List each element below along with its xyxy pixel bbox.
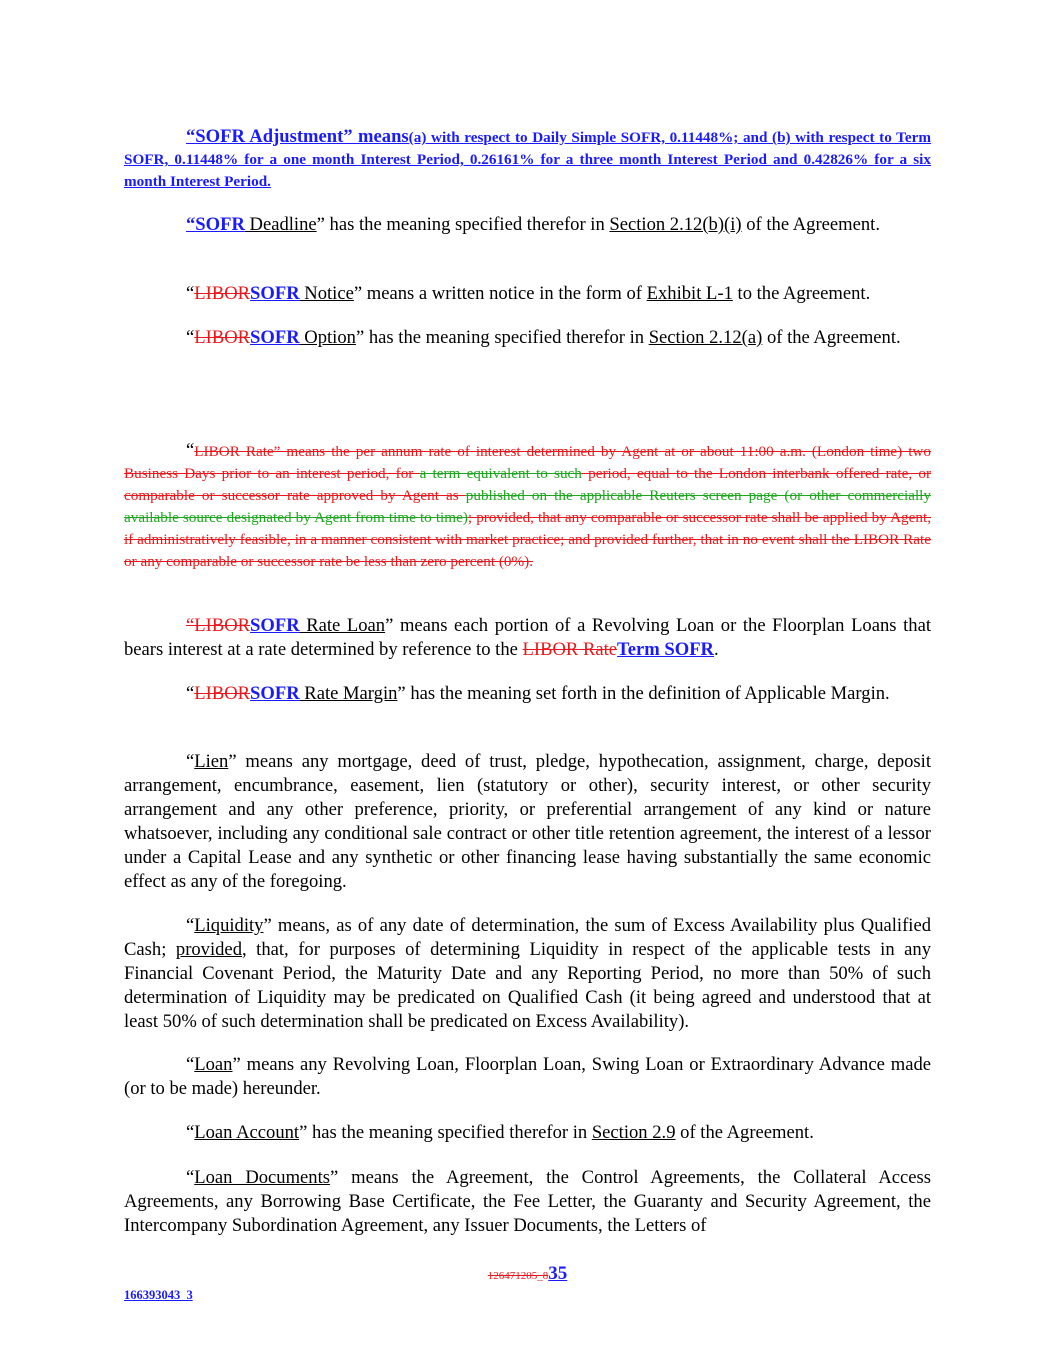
inserted-term-sofr: Term SOFR: [617, 639, 714, 660]
definition-loan: [124, 1053, 931, 1101]
sofr-adjustment-text: (a) with respect to Daily Simple SOFR, 0.11448%; and (b) with respect to Term SOFR, 0.11448% for a one month Interest Period, 0.26161% for a three month Interest Period and 0.42826% for a six month Interest Period.: [124, 129, 931, 190]
definition-sofr-notice: [124, 282, 931, 306]
defined-term: Rate Margin: [299, 683, 398, 704]
section-reference: Section 2.12(a): [648, 327, 763, 348]
section-reference: Section 2.12(b)(i): [609, 214, 742, 235]
open-quote: “: [186, 1122, 195, 1143]
definition-text: ” has the meaning specified therefor in: [299, 1122, 592, 1143]
defined-term: Deadline: [244, 214, 317, 235]
deleted-libor: LIBOR: [194, 615, 251, 636]
definition-text: ” means the Agreement, the Control Agreements, the Collateral Access Agreements, any Borrowing Base Certificate, the Fee Letter, the Guaranty and Security Agreement, the Intercompany Subordination Agreement, any Issuer Documents, the Letters of: [124, 1167, 931, 1236]
defined-term: Loan Account: [194, 1122, 300, 1143]
moved-text: published on the applicable Reuters screen page (or other commercially available source designated by Agent from time to time): [124, 487, 931, 526]
defined-term: Liquidity: [194, 915, 264, 936]
defined-term: Loan Documents: [194, 1167, 331, 1188]
inserted-sofr: “SOFR: [186, 214, 245, 235]
open-quote: “: [186, 327, 195, 348]
inserted-sofr: SOFR: [250, 283, 300, 304]
definition-text: ” has the meaning specified therefor in: [355, 327, 649, 348]
page-number: 35: [548, 1263, 568, 1284]
definition-loan-documents: [124, 1166, 931, 1238]
definition-libor-rate-deleted: [124, 440, 931, 573]
definition-text: to the Agreement.: [732, 283, 871, 304]
defined-term: Notice: [299, 283, 354, 304]
definition-text: ” means, as of any date of determination, the sum of Excess Availability plus Qualified Cash;: [124, 915, 931, 960]
section-reference: Section 2.9: [591, 1122, 676, 1143]
definition-text: ” means any mortgage, deed of trust, pledge, hypothecation, assignment, charge, deposit arrangement, encumbrance, easement, lien (statutory or other), security interest, or other security arrangement and any other preference, priority, or preferential arrangement of any kind or nature whatsoever, including any conditional sale contract or other title retention agreement, the interest of a lessor under a Capital Lease and any synthetic or other financing lease having substantially the same economic effect as any of the foregoing.: [124, 751, 931, 892]
definition-sofr-adjustment: [124, 126, 931, 193]
page-number-footer: [0, 1263, 1055, 1285]
open-quote: “: [186, 283, 195, 304]
defined-term: Loan: [194, 1054, 233, 1075]
inserted-sofr: SOFR: [250, 327, 300, 348]
exhibit-reference: Exhibit L-1: [646, 283, 733, 304]
deleted-libor: LIBOR: [194, 283, 251, 304]
deleted-libor-rate: LIBOR Rate: [522, 639, 618, 660]
definition-sofr-rate-margin: [124, 682, 931, 706]
definition-text: ” means any Revolving Loan, Floorplan Loan, Swing Loan or Extraordinary Advance made (or to be made) hereunder.: [124, 1054, 931, 1099]
deleted-quote: “: [186, 615, 195, 636]
definition-text: ” has the meaning set forth in the definition of Applicable Margin.: [397, 683, 890, 704]
inserted-sofr: SOFR: [250, 683, 300, 704]
defined-term: Option: [299, 327, 356, 348]
open-quote: “: [186, 1167, 195, 1188]
definition-text: ” means each portion of a Revolving Loan or the Floorplan Loans that bears interest at a rate determined by reference to the: [124, 615, 931, 660]
open-quote: “: [186, 751, 195, 772]
definition-text: .: [713, 639, 719, 660]
definition-text: ” means a written notice in the form of: [353, 283, 647, 304]
definition-text: ” has the meaning specified therefor in: [316, 214, 610, 235]
definition-text: of the Agreement.: [762, 327, 901, 348]
deleted-libor: LIBOR: [194, 683, 251, 704]
deleted-libor: LIBOR: [194, 327, 251, 348]
definition-lien: [124, 750, 931, 894]
definition-sofr-option: [124, 326, 931, 350]
definition-loan-account: [124, 1121, 931, 1145]
open-quote: “: [186, 683, 195, 704]
defined-term: Lien: [194, 751, 229, 772]
document-id: 166393043_3: [124, 1288, 193, 1302]
definition-text: of the Agreement.: [675, 1122, 814, 1143]
definition-text: of the Agreement.: [741, 214, 880, 235]
deleted-text: period, equal to the London interbank offered rate, or comparable or successor rate approved by Agent as: [124, 465, 932, 504]
deleted-text: ; provided, that any comparable or successor rate shall be applied by Agent, if administratively feasible, in a manner consistent with market practice; and provided further, that in no event shall the LIBOR Rate or any comparable or successor rate be less than zero percent (0%).: [124, 509, 931, 570]
open-quote: “: [186, 1054, 195, 1075]
moved-text: a term equivalent to such: [419, 465, 582, 482]
definition-sofr-rate-loan: [124, 614, 931, 662]
open-quote: “: [186, 440, 195, 461]
defined-term-sofr-adjustment: “SOFR Adjustment” means: [186, 126, 409, 147]
defined-term: Rate Loan: [299, 615, 386, 636]
provided-term: provided: [175, 939, 242, 960]
definition-text: , that, for purposes of determining Liquidity in respect of the applicable tests in any Financial Covenant Period, the Maturity Date and any Reporting Period, no more than 50% of such determination of Liquidity may be predicated on Qualified Cash (it being agreed and understood that at least 50% of such determination shall be predicated on Excess Availability).: [124, 939, 931, 1032]
open-quote: “: [186, 915, 195, 936]
inserted-sofr: SOFR: [250, 615, 300, 636]
deleted-doc-number: 126471205_8: [487, 1270, 549, 1282]
definition-liquidity: [124, 914, 931, 1034]
deleted-text: LIBOR Rate” means the per annum rate of interest determined by Agent at or about 11:00 a.m. (London time) two Business Days prior to an interest period, for: [124, 443, 931, 482]
definition-sofr-deadline: [124, 213, 931, 237]
